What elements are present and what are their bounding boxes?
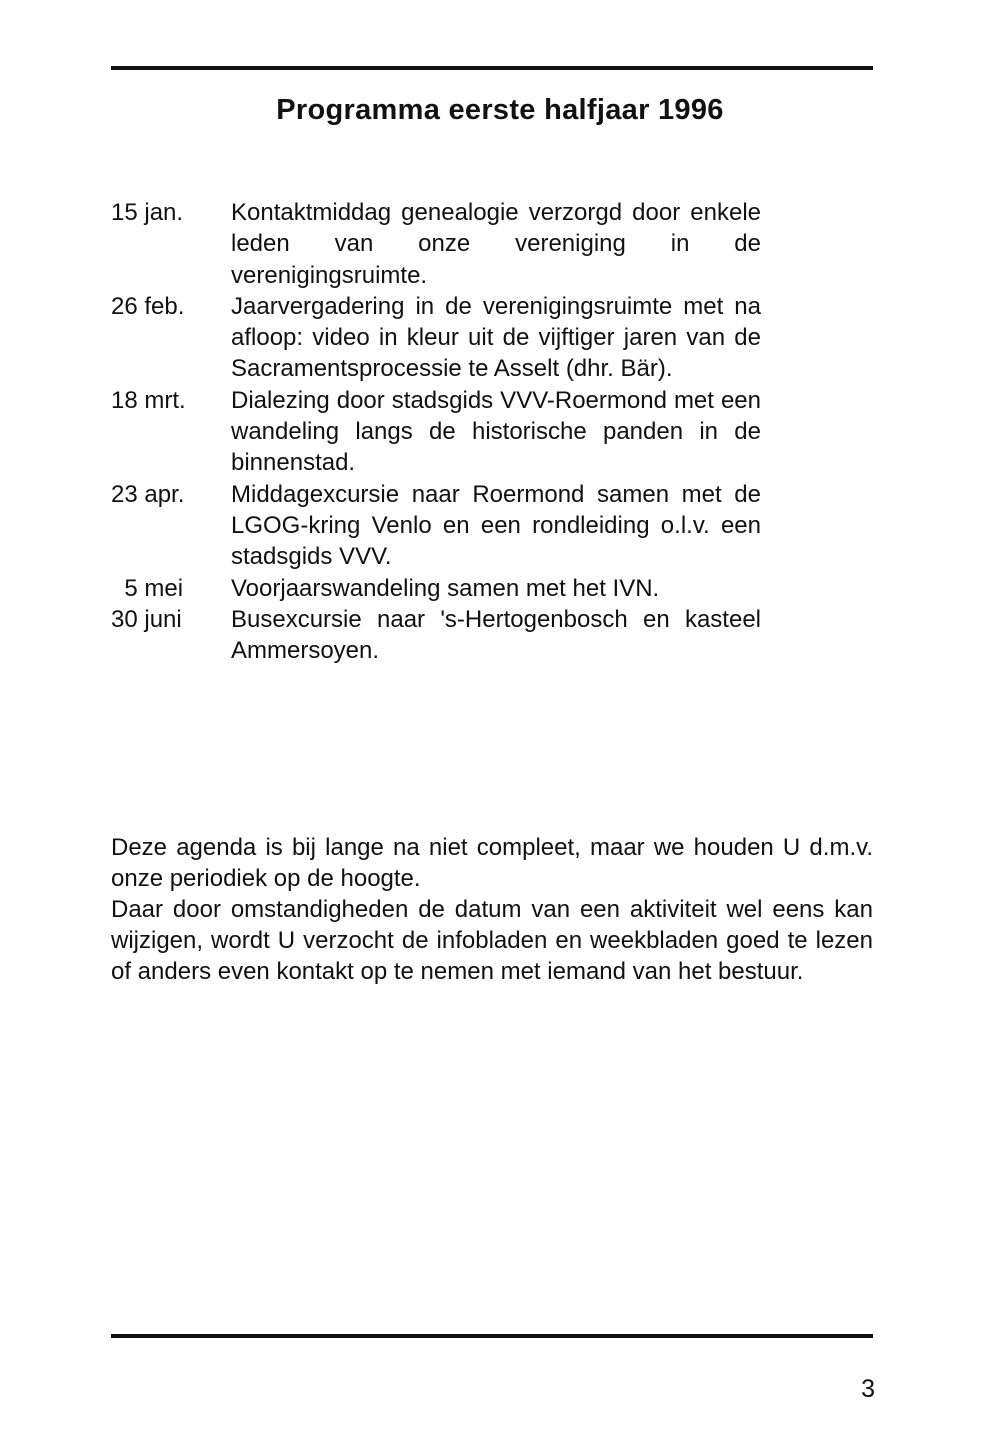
agenda-entry (111, 197, 761, 291)
agenda-date: 30 juni (111, 605, 182, 633)
note-paragraph: Deze agenda is bij lange na niet compleet, maar we houden U d.m.v. onze periodiek op de hoogte. (111, 834, 873, 892)
agenda-description: Kontaktmiddag genealogie verzorgd door enkele leden van onze vereniging in de verenigingsruimte. (231, 199, 761, 289)
agenda-description: Dialezing door stadsgids VVV-Roermond met een wandeling langs de historische panden in de binnenstad. (231, 386, 761, 477)
agenda-entry (111, 385, 761, 479)
agenda-date: 15 jan. (111, 199, 184, 226)
agenda-date: 5 mei (111, 574, 184, 602)
agenda-date: 18 mrt. (111, 386, 186, 414)
agenda-description: Middagexcursie naar Roermond samen met de LGOG-kring Venlo en een rondleiding o.l.v. een stadsgids VVV. (231, 480, 761, 571)
top-rule (111, 66, 873, 70)
agenda-description: Busexcursie naar 's-Hertogenbosch en kasteel Ammersoyen. (231, 605, 761, 665)
bottom-rule (111, 1334, 873, 1338)
agenda-entry (111, 479, 761, 573)
agenda-entry (111, 604, 761, 667)
agenda-entry (111, 573, 761, 604)
agenda-entry (111, 291, 761, 385)
agenda-description: Jaarvergadering in de verenigingsruimte met na afloop: video in kleur uit de vijftiger jaren van de Sacramentsprocessie te Asselt (dhr. Bär). (231, 292, 761, 383)
agenda-date: 23 apr. (111, 480, 185, 508)
note-paragraph: Daar door omstandigheden de datum van een aktiviteit wel eens kan wijzigen, wordt U verzocht de infobladen en weekbladen goed te lezen of anders even kontakt op te nemen met iemand van het bestuur. (111, 896, 873, 985)
agenda-date: 26 feb. (111, 292, 185, 320)
agenda-list (111, 197, 761, 666)
page-number: 3 (861, 1375, 875, 1403)
page-title: Programma eerste halfjaar 1996 (276, 94, 724, 126)
agenda-description: Voorjaarswandeling samen met het IVN. (231, 574, 660, 602)
agenda-note (111, 832, 873, 987)
